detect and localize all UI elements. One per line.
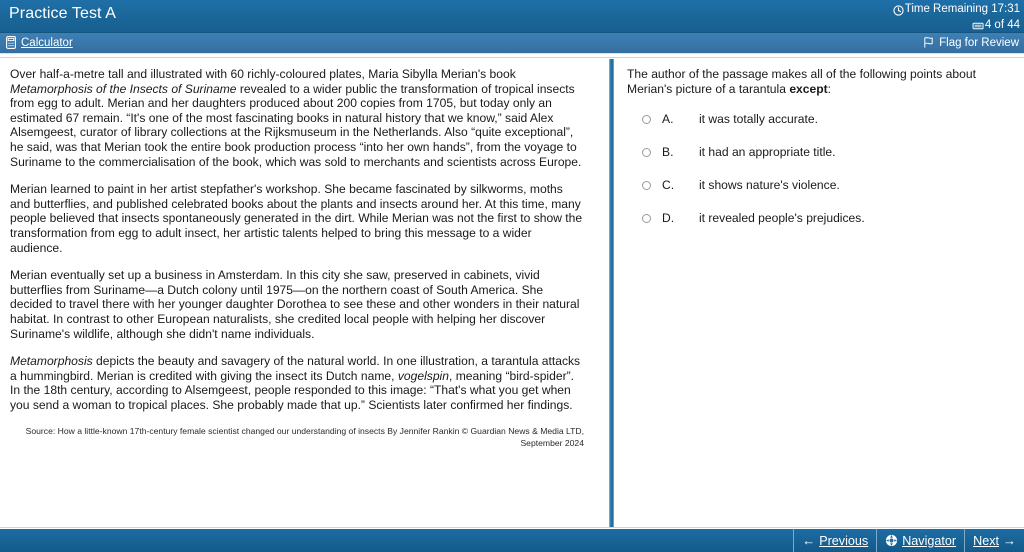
radio-button-b[interactable]	[642, 148, 651, 157]
question-counter-label: 4 of 44	[984, 18, 1020, 31]
page-title: Practice Test A	[9, 5, 117, 22]
question-stem	[627, 67, 1010, 96]
option-text-a: it was totally accurate.	[699, 112, 818, 127]
pane-divider[interactable]	[609, 59, 614, 527]
navigator-gear-icon	[885, 534, 898, 547]
calculator-icon	[6, 36, 16, 49]
passage-paragraph	[10, 268, 584, 341]
option-text-d: it revealed people's prejudices.	[699, 211, 865, 226]
question-pane	[617, 59, 1024, 527]
time-remaining-label: Time Remaining 17:31	[904, 2, 1020, 15]
passage-paragraph	[10, 182, 584, 255]
previous-label: Previous	[819, 533, 869, 548]
answer-option-d[interactable]	[627, 211, 1010, 244]
option-text-c: it shows nature's violence.	[699, 178, 840, 193]
arrow-right-icon: →	[1003, 533, 1016, 548]
radio-button-c[interactable]	[642, 181, 651, 190]
calculator-label: Calculator	[21, 36, 73, 49]
arrow-left-icon: ←	[802, 533, 816, 548]
passage-paragraph	[10, 67, 584, 169]
next-button[interactable]	[964, 529, 1024, 552]
passage-source: Source: How a little-known 17th-century female scientist changed our understanding of insects By Jennifer Rankin © Guardian News & Media LTD, September 2024	[25, 426, 584, 449]
option-letter-d: D.	[662, 211, 675, 226]
content-area	[0, 59, 1024, 527]
navigator-button[interactable]	[876, 529, 964, 552]
footer-bar	[0, 529, 1024, 552]
answer-option-b[interactable]	[627, 145, 1010, 178]
passage-paragraph	[10, 354, 584, 412]
flag-for-review-label: Flag for Review	[939, 36, 1019, 49]
passage-italic-run: Metamorphosis of the Insects of Suriname	[10, 81, 237, 96]
question-stem-after: :	[827, 81, 832, 96]
pager-icon	[972, 21, 984, 31]
navigator-label: Navigator	[902, 533, 957, 548]
timer-block	[893, 1, 1020, 33]
passage-text-run: revealed to a wider public the transformation of tropical insects from egg to adult. Merian and her daughters produced about 200 copies from 1705, but today only an estimated 67 remain. “It's one of the most fascinating books in natural history that we know,” said Alex Alsemgeest, curator of library collections at the Rijksmuseum in the Netherlands. Also “quite exceptional”, he said, was that Merian took the entire book production process “into her own hands”, from the voyage to Suriname to the commercialisation of the book, which was sold to merchants and scientists across Europe.	[10, 81, 582, 169]
previous-button[interactable]	[793, 529, 876, 552]
calculator-button[interactable]	[6, 36, 73, 49]
title-bar	[0, 0, 1024, 33]
next-label: Next	[973, 533, 999, 548]
toolbar-underline	[0, 54, 1024, 58]
passage-text-run: Merian eventually set up a business in Amsterdam. In this city she saw, preserved in cabinets, vivid butterflies from Suriname—a Dutch colony until 1975—on the northern coast of South America. She decided to travel there with her younger daughter Dorothea to see these and other wonders in their natural habitat. In contrast to other European naturalists, she credited local people with helping her discover Suriname's wildlife, although she didn't name individuals.	[10, 268, 580, 341]
option-letter-b: B.	[662, 145, 674, 160]
passage-italic-run: vogelspin	[397, 368, 449, 383]
answer-options	[627, 112, 1010, 244]
flag-icon	[922, 36, 935, 49]
option-text-b: it had an appropriate title.	[699, 145, 836, 160]
radio-button-a[interactable]	[642, 115, 651, 124]
passage-text-run: Merian learned to paint in her artist stepfather's workshop. She became fascinated by silkworms, moths and butterflies, and published celebrated books about the plants and insects around her. At this time, many people believed that insects spontaneously generated in the dirt. While Merian was not the first to show the transformation from egg to adult insect, her artistic talents helped to bring this message to a wider audience.	[10, 182, 583, 255]
passage-pane	[0, 59, 606, 527]
clock-icon	[893, 5, 904, 16]
answer-option-a[interactable]	[627, 112, 1010, 145]
passage-italic-run: Metamorphosis	[10, 354, 93, 369]
passage-text-run: depicts the beauty and savagery of the natural world. In one illustration, a tarantula attacks a hummingbird. Merian is credited with giving the insect its Dutch name,	[10, 354, 581, 383]
time-remaining-row	[893, 1, 1020, 17]
tool-bar	[0, 33, 1024, 54]
passage-text-run: Over half-a-metre tall and illustrated with 60 richly-coloured plates, Maria Sibylla Merian's book	[10, 67, 516, 81]
answer-option-c[interactable]	[627, 178, 1010, 211]
option-letter-c: C.	[662, 178, 675, 193]
navigation-group	[793, 529, 1024, 552]
option-letter-a: A.	[662, 112, 674, 127]
flag-for-review-button[interactable]	[922, 36, 1019, 49]
radio-button-d[interactable]	[642, 214, 651, 223]
passage-text-run: , meaning “bird-spider”. In the 18th century, according to Alsemgeest, people responded to this image: “That's what you get when you send a woman to tropical places. She probably made that up.” Scientists later confirmed her findings.	[10, 368, 574, 412]
question-counter-row	[893, 17, 1020, 33]
question-stem-before: The author of the passage makes all of the following points about Merian's picture of a tarantula	[627, 67, 976, 96]
question-stem-emphasis: except	[789, 81, 828, 96]
